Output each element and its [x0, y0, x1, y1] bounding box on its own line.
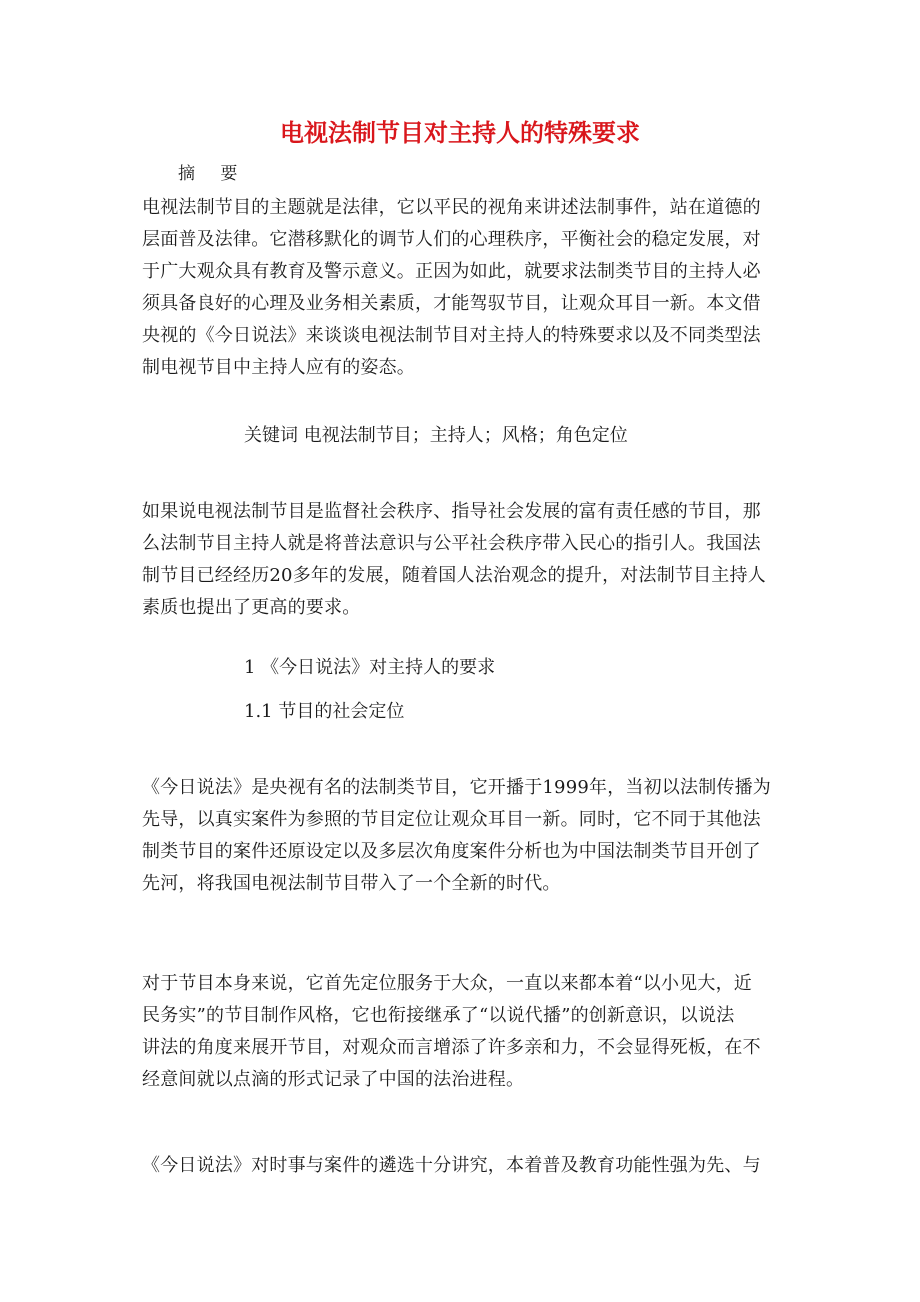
- document-title: 电视法制节目对主持人的特殊要求: [280, 119, 640, 147]
- body-line: 民务实”的节目制作风格，它也衔接继承了“以说代播”的创新意识，以说法: [142, 1005, 735, 1026]
- body-line: 经意间就以点滴的形式记录了中国的法治进程。: [142, 1069, 525, 1090]
- body-paragraph-2: [142, 968, 778, 1096]
- intro-paragraph: [142, 496, 778, 624]
- abstract-line: 电视法制节目的主题就是法律，它以平民的视角来讲述法制事件，站在道德的: [142, 197, 761, 218]
- body-line: 对于节目本身来说，它首先定位服务于大众，一直以来都本着“以小见大，近: [142, 973, 752, 994]
- abstract-label: 摘 要: [178, 164, 248, 184]
- abstract-line: 层面普及法律。它潜移默化的调节人们的心理秩序，平衡社会的稳定发展，对: [142, 229, 761, 250]
- intro-line: 如果说电视法制节目是监督社会秩序、指导社会发展的富有责任感的节目，那: [142, 501, 761, 522]
- body-paragraph-1: [142, 772, 778, 900]
- body-line: 先河，将我国电视法制节目带入了一个全新的时代。: [142, 873, 561, 894]
- body-line: 讲法的角度来展开节目，对观众而言增添了许多亲和力，不会显得死板，在不: [142, 1037, 761, 1058]
- abstract-line: 央视的《今日说法》来谈谈电视法制节目对主持人的特殊要求以及不同类型法: [142, 325, 761, 346]
- section-heading-1-1: 1.1 节目的社会定位: [244, 701, 405, 722]
- abstract-line: 制电视节目中主持人应有的姿态。: [142, 357, 415, 378]
- body-paragraph-3: [142, 1150, 778, 1182]
- intro-line: 么法制节目主持人就是将普法意识与公平社会秩序带入民心的指引人。我国法: [142, 533, 761, 554]
- section-heading-1: 1 《今日说法》对主持人的要求: [244, 657, 496, 678]
- abstract-line: 于广大观众具有教育及警示意义。正因为如此，就要求法制类节目的主持人必: [142, 261, 761, 282]
- body-line: 制类节目的案件还原设定以及多层次角度案件分析也为中国法制类节目开创了: [142, 841, 761, 862]
- intro-line: 素质也提出了更高的要求。: [142, 597, 361, 618]
- intro-line: 制节目已经经历20多年的发展，随着国人法治观念的提升，对法制节目主持人: [142, 565, 766, 586]
- abstract-line: 须具备良好的心理及业务相关素质，才能驾驭节目，让观众耳目一新。本文借: [142, 293, 761, 314]
- body-line: 先导，以真实案件为参照的节目定位让观众耳目一新。同时，它不同于其他法: [142, 809, 761, 830]
- body-line: 《今日说法》对时事与案件的遴选十分讲究，本着普及教育功能性强为先、与: [142, 1155, 761, 1176]
- keywords-line: 关键词 电视法制节目；主持人；风格；角色定位: [244, 425, 628, 446]
- body-line: 《今日说法》是央视有名的法制类节目，它开播于1999年，当初以法制传播为: [142, 777, 772, 798]
- abstract-paragraph: [142, 192, 778, 384]
